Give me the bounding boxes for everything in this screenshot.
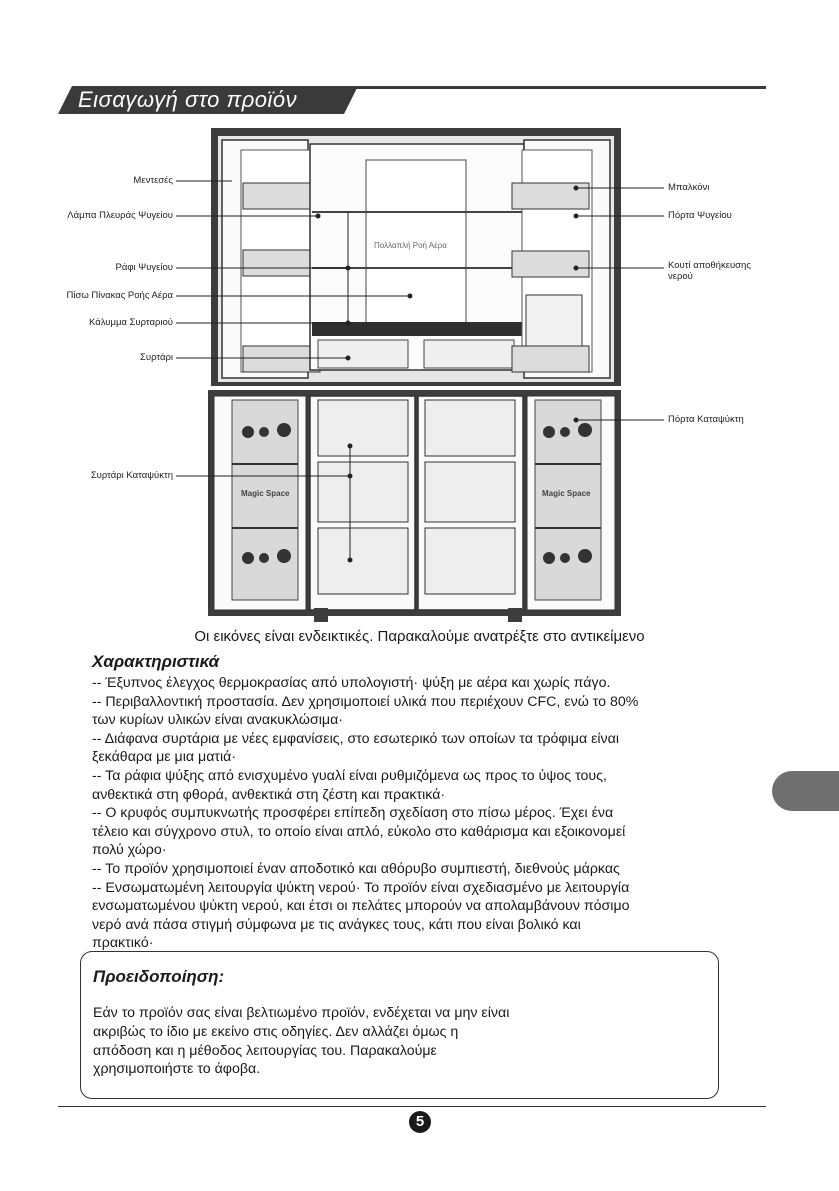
features-line: -- Τα ράφια ψύξης από ενισχυμένο γυαλί είναι ρυθμιζόμενα ως προς το ύψος τους,: [92, 767, 607, 784]
label-freezer-door: Πόρτα Καταψύκτη: [668, 414, 744, 425]
label-multi-airflow: Πολλαπλή Ροή Αέρα: [374, 241, 447, 250]
diagram-caption: Οι εικόνες είναι ενδεικτικές. Παρακαλούμε ανατρέξτε στο αντικείμενο: [194, 628, 645, 645]
features-line: -- Διάφανα συρτάρια με νέες εμφανίσεις, στο εσωτερικό των οποίων τα τρόφιμα είναι: [92, 730, 620, 747]
features-line: -- Έξυπνος έλεγχος θερμοκρασίας από υπολογιστή· ψύξη με αέρα και χωρίς πάγο.: [92, 675, 611, 691]
label-water-box-line2: νερού: [668, 271, 693, 282]
label-freezer-drawer: Συρτάρι Καταψύκτη: [90, 470, 173, 481]
label-magic-space-left: Magic Space: [241, 489, 290, 498]
label-drawer-cover: Κάλυμμα Συρταριού: [89, 317, 173, 328]
label-magic-space-right: Magic Space: [542, 489, 591, 498]
label-drawer: Συρτάρι: [140, 352, 173, 363]
label-balcony: Μπαλκόνι: [668, 182, 710, 193]
label-side-lamp: Λάμπα Πλευράς Ψυγείου: [67, 210, 173, 221]
label-fridge-door: Πόρτα Ψυγείου: [668, 210, 732, 221]
features-line: -- Το προϊόν χρησιμοποιεί έναν αποδοτικό και αθόρυβο συμπιεστή, διεθνούς μάρκας: [92, 860, 620, 877]
section-tab: [772, 771, 839, 811]
features-title: Χαρακτηριστικά: [92, 652, 220, 671]
warning-text: [93, 1004, 653, 1079]
label-fridge-shelf: Ράφι Ψυγείου: [115, 262, 173, 273]
fridge-compartment: [211, 128, 621, 386]
warning-line: ακριβώς το ίδιο με εκείνο στις οδηγίες. Δεν αλλάζει όμως η: [93, 1023, 459, 1040]
footer-rule: [58, 1106, 766, 1107]
warning-line: Εάν το προϊόν σας είναι βελτιωμένο προϊόν, ενδέχεται να μην είναι: [93, 1005, 510, 1021]
warning-line: χρησιμοποιήστε το άφοβα.: [93, 1061, 261, 1078]
features-line: -- Ο κρυφός συμπυκνωτής προσφέρει επίπεδη σχεδίαση στο πίσω μέρος. Έχει ένα: [92, 805, 614, 822]
features-line: των κυρίων υλικών είναι ανακυκλώσιμα·: [92, 712, 344, 729]
features-line: πρακτικό·: [92, 935, 154, 952]
features-line: ενσωματωμένου ψύκτη νερού, και έτσι οι πελάτες μπορούν να απολαμβάνουν πόσιμο: [92, 898, 630, 915]
freezer-compartment: [208, 390, 621, 622]
label-airflow-panel: Πίσω Πίνακας Ροής Αέρα: [66, 290, 173, 301]
features-line: πολύ χώρο·: [92, 842, 167, 859]
features-line: τέλειο και σύγχρονο στυλ, το οποίο είναι απλό, εύκολο στο καθάρισμα και εξοικονομεί: [92, 823, 626, 840]
label-hinges: Μεντεσές: [133, 175, 173, 186]
label-water-box: Κουτί αποθήκευσης: [668, 260, 751, 271]
warning-line: απόδοση και η μέθοδος λειτουργίας του. Παρακαλούμε: [93, 1042, 437, 1059]
page-title: Εισαγωγή στο προϊόν: [78, 87, 298, 112]
page-number: 5: [409, 1111, 431, 1133]
features-line: νερό ανά πάσα στιγμή σύμφωνα με τις ανάγκες τους, κάτι που είναι βολικό και: [92, 916, 581, 933]
features-list: [92, 674, 772, 953]
warning-title: Προειδοποίηση:: [93, 967, 225, 986]
features-line: -- Ενσωματωμένη λειτουργία ψύκτη νερού· Το προϊόν είναι σχεδιασμένο με λειτουργία: [92, 879, 630, 896]
features-line: -- Περιβαλλοντική προστασία. Δεν χρησιμοποιεί υλικά που περιέχουν CFC, ενώ το 80%: [92, 693, 639, 710]
features-line: ανθεκτικά στη φθορά, ανθεκτικά στη ζέστη και πρακτικά·: [92, 786, 446, 803]
features-line: ξεκάθαρα με μια ματιά·: [92, 749, 237, 766]
